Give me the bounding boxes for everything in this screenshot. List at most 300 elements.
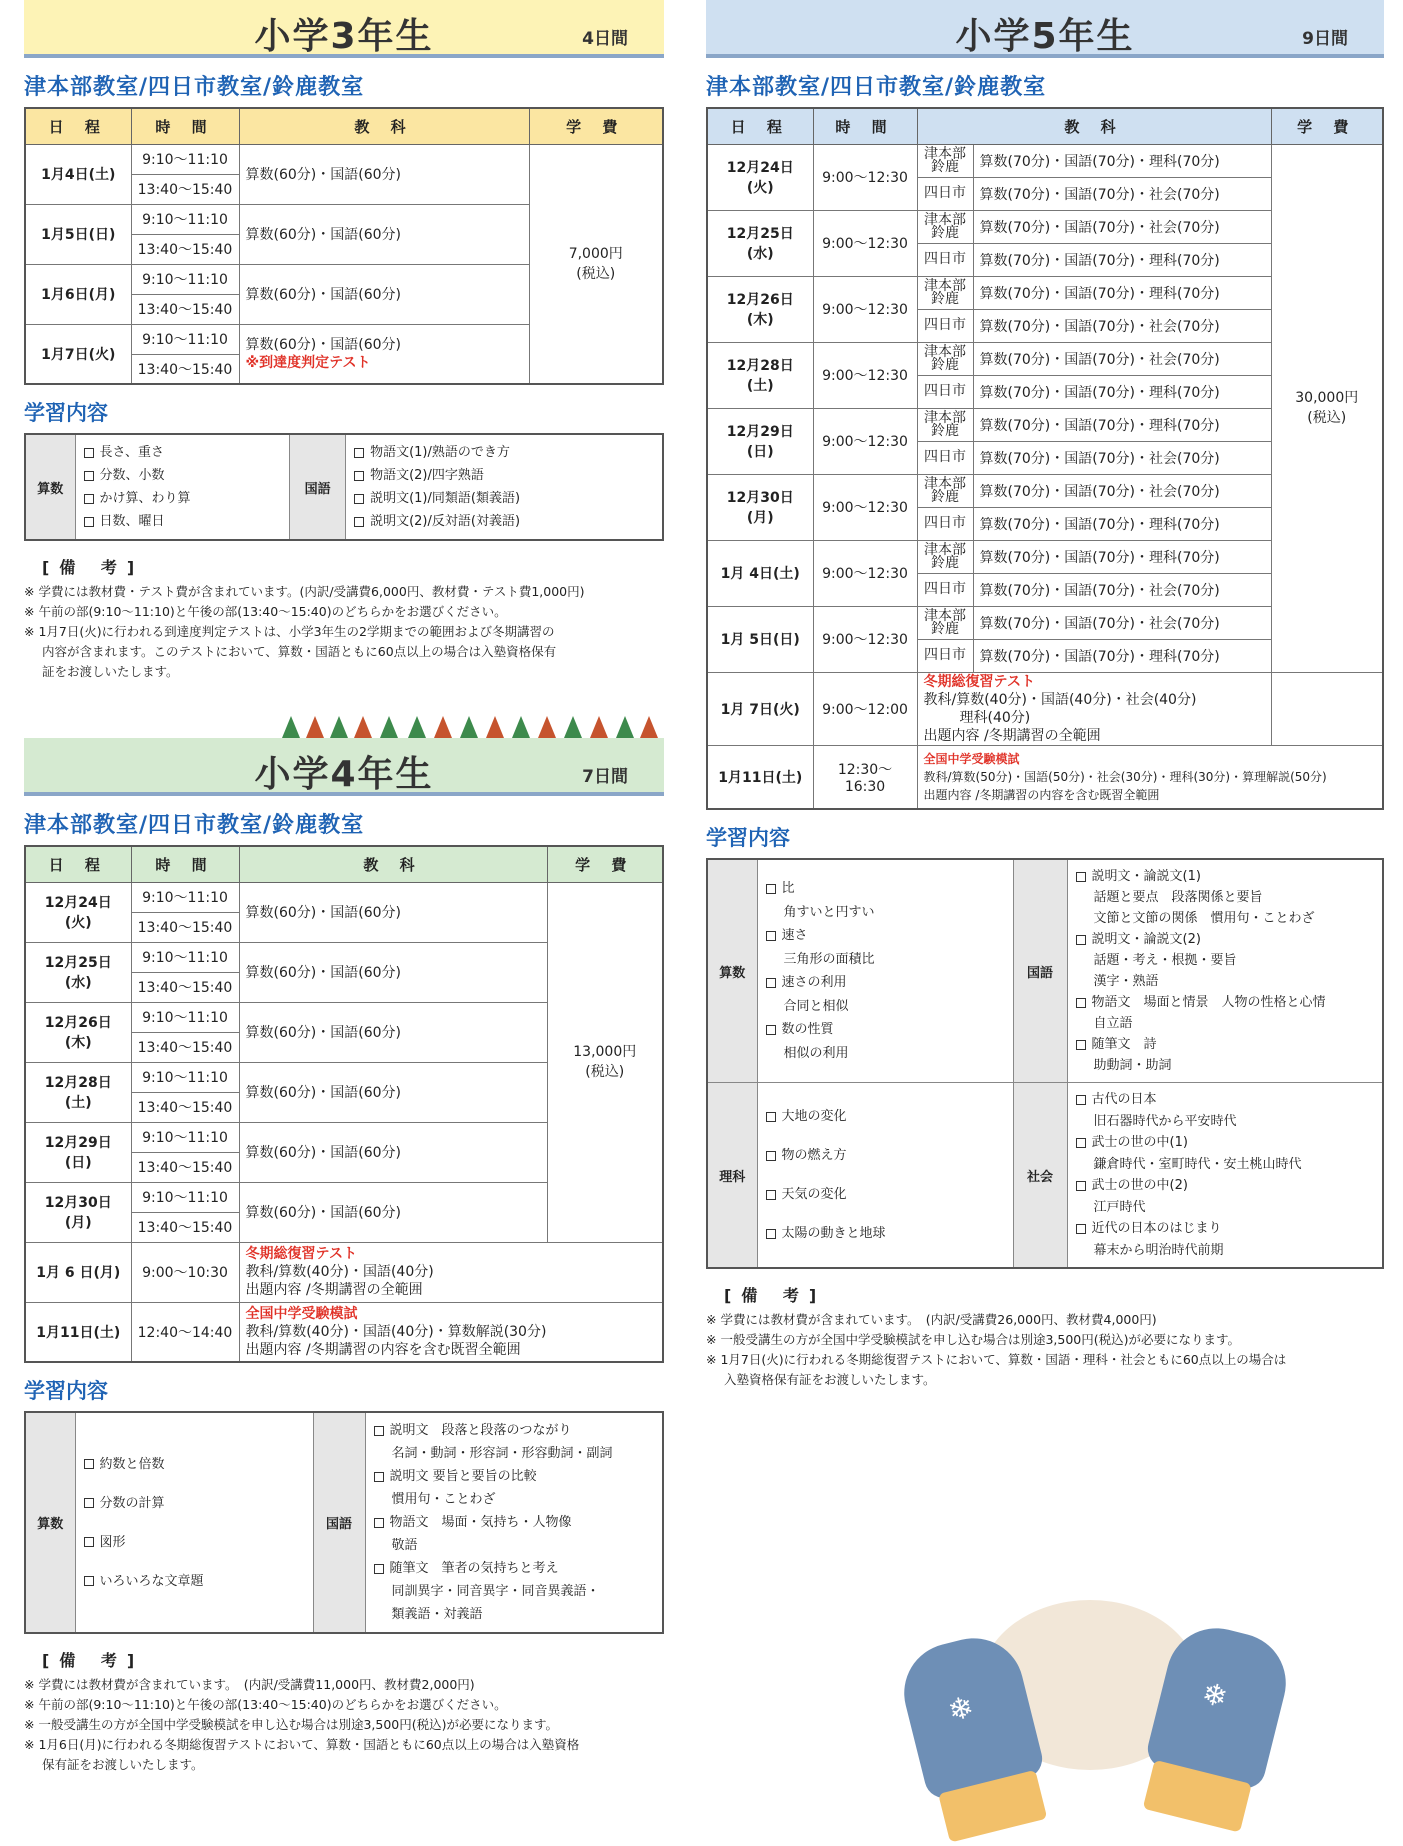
row-subject-a: 算数(70分)・国語(70分)・社会(70分): [973, 606, 1271, 639]
table-row: [25, 1302, 663, 1362]
row-date: 12月29日(日): [25, 1122, 131, 1182]
snowflake-icon: ❄: [1198, 1675, 1232, 1716]
row-subject: [239, 1302, 663, 1362]
grade3-content-title: 学習内容: [24, 401, 108, 425]
row-date: 12月26日(木): [25, 1002, 131, 1062]
subject-label-japanese: 国語: [313, 1412, 365, 1633]
row-subject: [917, 745, 1383, 809]
row-time-am: 9:10〜11:10: [131, 1182, 239, 1212]
subject-label-math: 算数: [707, 859, 757, 1083]
grade3-schedule-table: [24, 107, 664, 385]
row-time-am: 9:10〜11:10: [131, 882, 239, 912]
math-items: [757, 859, 1013, 1083]
grade4-schedule-table: [24, 845, 664, 1363]
row-time: 9:00〜12:30: [813, 408, 917, 474]
list-subitem: 合同と相似: [783, 998, 849, 1014]
row-subject: 算数(60分)・国語(60分): [239, 1182, 547, 1242]
checkbox-icon: [1076, 1181, 1086, 1191]
list-item: [374, 1511, 655, 1534]
row-time-pm: 13:40〜15:40: [131, 174, 239, 204]
row-time-am: 9:10〜11:10: [131, 264, 239, 294]
row-date: 12月29日(日): [707, 408, 813, 474]
checkbox-icon: [84, 1498, 94, 1508]
item-text: 日数、曜日: [99, 514, 165, 529]
grade5-classrooms: 津本部教室/四日市教室/鈴鹿教室: [706, 75, 1047, 100]
grade5-banner: [706, 0, 1384, 58]
list-subitem: 漢字・熟語: [1093, 974, 1159, 989]
item-text: 天気の変化: [781, 1187, 847, 1202]
row-date: 1月 6 日(月): [25, 1242, 131, 1302]
item-text: 説明文(2)/反対語(対義語): [370, 514, 521, 529]
row-date: 1月 4日(土): [707, 540, 813, 606]
list-item: [84, 464, 282, 487]
item-text: 大地の変化: [781, 1109, 847, 1124]
list-subitem: 慣用句・ことわざ: [391, 1492, 496, 1507]
tree-icon: [616, 716, 634, 738]
subject-label-japanese: 国語: [290, 434, 346, 540]
item-text: いろいろな文章題: [99, 1573, 204, 1589]
row-time: 9:00〜12:30: [813, 210, 917, 276]
row-location-a: 津本部 鈴鹿: [917, 606, 973, 639]
row-location-b: 四日市: [917, 573, 973, 606]
test-subjects: 教科/算数(40分)・国語(40分): [245, 1264, 434, 1280]
item-text: 比: [781, 881, 795, 896]
fee-tax: (税込): [585, 1064, 625, 1080]
list-item: [766, 877, 1005, 901]
grade4-title: 小学4年生: [254, 754, 434, 795]
test-title: 冬期総復習テスト: [923, 673, 1035, 690]
col-time-header: 時 間: [131, 846, 239, 882]
grade5-days: 9日間: [1302, 29, 1348, 49]
right-column: [706, 0, 1384, 1390]
list-item: [374, 1557, 655, 1580]
grade4-days: 7日間: [582, 767, 628, 787]
table-row: [25, 1412, 663, 1633]
row-time: 12:40〜14:40: [131, 1302, 239, 1362]
row-location-a: 津本部 鈴鹿: [917, 210, 973, 243]
math-items: [75, 434, 290, 540]
checkbox-icon: [374, 1564, 384, 1574]
checkbox-icon: [84, 494, 94, 504]
table-row: [707, 144, 1383, 177]
row-subject: 算数(60分)・国語(60分): [239, 942, 547, 1002]
row-location-a: 津本部 鈴鹿: [917, 342, 973, 375]
table-row: [25, 434, 663, 540]
left-column: [24, 0, 664, 1775]
item-text: 随筆文 筆者の気持ちと考え: [389, 1561, 559, 1576]
list-item: [84, 1445, 305, 1484]
row-date: 1月5日(日): [25, 204, 131, 264]
checkbox-icon: [84, 471, 94, 481]
item-text: 物語文(1)/熟語のでき方: [370, 445, 510, 460]
list-item: [84, 441, 282, 464]
checkbox-icon: [1076, 1138, 1086, 1148]
item-text: 物語文 場面と情景 人物の性格と心情: [1091, 995, 1326, 1010]
row-time-pm: 13:40〜15:40: [131, 972, 239, 1002]
list-subitem: 話題・考え・根拠・要旨: [1093, 953, 1237, 968]
checkbox-icon: [766, 1025, 776, 1035]
test-note: ※到達度判定テスト: [245, 354, 371, 371]
item-text: 約数と倍数: [99, 1456, 165, 1472]
row-location-b: 四日市: [917, 375, 973, 408]
tree-icon: [434, 716, 452, 738]
item-text: 速さ: [781, 928, 808, 943]
list-subitem: 名詞・動詞・形容詞・形容動詞・副詞: [391, 1446, 613, 1461]
checkbox-icon: [1076, 872, 1086, 882]
item-text: 武士の世の中(2): [1091, 1178, 1188, 1193]
col-subject-header: 教 科: [239, 108, 529, 144]
grade4-classrooms: 津本部教室/四日市教室/鈴鹿教室: [24, 813, 365, 838]
subject-label-social: 社会: [1013, 1083, 1067, 1269]
tree-icon: [408, 716, 426, 738]
grade5-title: 小学5年生: [955, 16, 1135, 57]
checkbox-icon: [1076, 935, 1086, 945]
tree-icon: [282, 716, 300, 738]
list-subitem: 自立語: [1093, 1016, 1133, 1031]
item-text: 随筆文 詩: [1091, 1037, 1157, 1052]
row-time-am: 9:10〜11:10: [131, 1062, 239, 1092]
item-text: 説明文 段落と段落のつながり: [389, 1423, 572, 1438]
col-subject-header: 教 科: [917, 108, 1271, 144]
list-subitem: 類義語・対義語: [391, 1607, 483, 1622]
fee-amount: 13,000円: [573, 1044, 637, 1060]
list-item: [1076, 1034, 1375, 1055]
item-text: 古代の日本: [1091, 1092, 1157, 1107]
grade5-fee: [1271, 144, 1383, 672]
row-subject: 算数(60分)・国語(60分): [239, 204, 529, 264]
test-subjects: 教科/算数(40分)・国語(40分)・算数解説(30分): [245, 1323, 547, 1340]
grade4-banner: [24, 738, 664, 796]
grade3-notes: [24, 582, 664, 682]
item-text: 武士の世の中(1): [1091, 1135, 1188, 1150]
checkbox-icon: [766, 931, 776, 941]
row-time: 12:30〜16:30: [813, 745, 917, 809]
item-text: 分数、小数: [99, 468, 165, 483]
checkbox-icon: [766, 1151, 776, 1161]
list-item: [1076, 1175, 1375, 1197]
table-row: [25, 144, 663, 174]
item-text: 物語文 場面・気持ち・人物像: [389, 1515, 572, 1530]
list-subitem: 幕末から明治時代前期: [1093, 1242, 1224, 1258]
list-item: [1076, 992, 1375, 1013]
row-time-pm: 13:40〜15:40: [131, 354, 239, 384]
mitten-cuff: [938, 1770, 1047, 1843]
row-date: 1月7日(火): [25, 324, 131, 384]
list-item: [1076, 1089, 1375, 1111]
note-line: ※ 1月6日(月)に行われる冬期総復習テストにおいて、算数・国語ともに60点以上の場合は入塾資格: [24, 1737, 580, 1752]
grade5-notes: [706, 1310, 1384, 1390]
list-subitem: 相似の利用: [783, 1045, 849, 1061]
row-subject: [239, 1242, 663, 1302]
row-location-b: 四日市: [917, 243, 973, 276]
note-line: 入塾資格保有証をお渡しいたします。: [724, 1372, 936, 1387]
checkbox-icon: [766, 1112, 776, 1122]
row-subject-a: 算数(70分)・国語(70分)・理科(70分): [973, 408, 1271, 441]
row-date: 12月25日(水): [25, 942, 131, 1002]
list-item: [1076, 866, 1375, 887]
list-item: [374, 1419, 655, 1442]
col-date-header: 日 程: [25, 846, 131, 882]
checkbox-icon: [1076, 1095, 1086, 1105]
checkbox-icon: [766, 978, 776, 988]
subject-text: 算数(60分)・国語(60分): [245, 336, 401, 353]
checkbox-icon: [84, 1537, 94, 1547]
row-subject-b: 算数(70分)・国語(70分)・社会(70分): [973, 177, 1271, 210]
item-text: かけ算、わり算: [99, 491, 191, 506]
row-time-pm: 13:40〜15:40: [131, 912, 239, 942]
row-subject-a: 算数(70分)・国語(70分)・理科(70分): [973, 540, 1271, 573]
grade3-classrooms: 津本部教室/四日市教室/鈴鹿教室: [24, 75, 365, 100]
grade5-content-table: [706, 858, 1384, 1269]
japanese-items: [365, 1412, 663, 1633]
row-time: 9:00〜12:30: [813, 144, 917, 210]
tree-icon: [380, 716, 398, 738]
test-title: 冬期総復習テスト: [245, 1246, 357, 1262]
checkbox-icon: [84, 517, 94, 527]
fee-tax: (税込): [1307, 410, 1347, 426]
test-title: 全国中学受験模試: [923, 751, 1020, 766]
row-time: 9:00〜10:30: [131, 1242, 239, 1302]
item-text: 図形: [99, 1534, 126, 1550]
row-date: 12月26日(木): [707, 276, 813, 342]
list-item: [1076, 1132, 1375, 1154]
note-line: ※ 一般受講生の方が全国中学受験模試を申し込む場合は別途3,500円(税込)が必要になります。: [706, 1332, 1240, 1347]
note-line: ※ 一般受講生の方が全国中学受験模試を申し込む場合は別途3,500円(税込)が必要になります。: [24, 1717, 558, 1732]
row-date: 12月25日(水): [707, 210, 813, 276]
grade4-fee: [547, 882, 663, 1242]
note-line: ※ 1月7日(火)に行われる到達度判定テストは、小学3年生の2学期までの範囲および冬期講習の: [24, 624, 555, 639]
row-location-a: 津本部 鈴鹿: [917, 540, 973, 573]
japanese-items: [346, 434, 663, 540]
row-time-am: 9:10〜11:10: [131, 1002, 239, 1032]
list-subitem: 助動詞・助詞: [1093, 1058, 1172, 1073]
empty-cell: [1271, 672, 1383, 745]
item-text: 長さ、重さ: [99, 445, 164, 460]
item-text: 説明文・論説文(2): [1091, 932, 1201, 947]
row-time-am: 9:10〜11:10: [131, 324, 239, 354]
note-line: 証をお渡しいたします。: [42, 664, 179, 679]
col-fee-header: 学 費: [1271, 108, 1383, 144]
list-item: [84, 1562, 305, 1601]
list-item: [766, 1097, 1005, 1136]
row-time: 9:00〜12:00: [813, 672, 917, 745]
tree-icon: [486, 716, 504, 738]
row-time-pm: 13:40〜15:40: [131, 1092, 239, 1122]
row-date: 12月28日(土): [707, 342, 813, 408]
fee-tax: (税込): [576, 265, 616, 282]
grade3-fee: [529, 144, 663, 384]
table-row: [707, 745, 1383, 809]
row-subject: [239, 324, 529, 384]
checkbox-icon: [766, 1190, 776, 1200]
row-date: 1月6日(月): [25, 264, 131, 324]
checkbox-icon: [766, 884, 776, 894]
list-subitem: 鎌倉時代・室町時代・安土桃山時代: [1093, 1156, 1302, 1172]
grade3-notes-title: [備 考]: [42, 558, 145, 577]
checkbox-icon: [1076, 1224, 1086, 1234]
grade5-notes-title: [備 考]: [724, 1286, 827, 1305]
list-subitem: 江戸時代: [1093, 1199, 1146, 1215]
test-scope: 出題内容 /冬期講習の全範囲: [245, 1282, 423, 1298]
row-subject-b: 算数(70分)・国語(70分)・社会(70分): [973, 441, 1271, 474]
tree-icon: [330, 716, 348, 738]
row-date: 1月 7日(火): [707, 672, 813, 745]
row-time: 9:00〜12:30: [813, 540, 917, 606]
checkbox-icon: [374, 1518, 384, 1528]
note-line: ※ 午前の部(9:10〜11:10)と午後の部(13:40〜15:40)のどちらかをお選びください。: [24, 1697, 507, 1712]
note-line: ※ 学費には教材費が含まれています。 (内訳/受講費26,000円、教材費4,000円): [706, 1312, 1157, 1327]
row-subject: [917, 672, 1271, 745]
checkbox-icon: [374, 1472, 384, 1482]
list-item: [84, 1484, 305, 1523]
list-item: [354, 487, 654, 510]
item-text: 説明文 要旨と要旨の比較: [389, 1469, 537, 1484]
row-subject-b: 算数(70分)・国語(70分)・理科(70分): [973, 243, 1271, 276]
table-row: [707, 672, 1383, 745]
subject-label-japanese: 国語: [1013, 859, 1067, 1083]
row-time: 9:00〜12:30: [813, 276, 917, 342]
item-text: 太陽の動きと地球: [781, 1226, 886, 1241]
list-item: [766, 1136, 1005, 1175]
row-date: 1月4日(土): [25, 144, 131, 204]
row-subject: 算数(60分)・国語(60分): [239, 144, 529, 204]
list-subitem: 敬語: [391, 1538, 418, 1553]
list-item: [1076, 1218, 1375, 1240]
list-subitem: 話題と要点 段落関係と要旨: [1093, 890, 1263, 905]
table-row: [707, 1083, 1383, 1269]
row-time-pm: 13:40〜15:40: [131, 294, 239, 324]
row-time: 9:00〜12:30: [813, 342, 917, 408]
note-line: ※ 学費には教材費・テスト費が含まれています。(内訳/受講費6,000円、教材費・テスト費1,000円): [24, 584, 585, 599]
list-subitem: 三角形の面積比: [783, 951, 875, 967]
col-time-header: 時 間: [813, 108, 917, 144]
row-location-a: 津本部 鈴鹿: [917, 474, 973, 507]
checkbox-icon: [766, 1229, 776, 1239]
item-text: 数の性質: [781, 1022, 834, 1037]
row-subject: 算数(60分)・国語(60分): [239, 882, 547, 942]
checkbox-icon: [374, 1426, 384, 1436]
item-text: 分数の計算: [99, 1495, 165, 1511]
math-items: [75, 1412, 313, 1633]
item-text: 速さの利用: [781, 975, 847, 990]
grade3-days: 4日間: [582, 29, 628, 49]
subject-label-math: 算数: [25, 1412, 75, 1633]
row-location-b: 四日市: [917, 177, 973, 210]
item-text: 説明文(1)/同類語(類義語): [370, 491, 521, 506]
row-date: 12月30日(月): [707, 474, 813, 540]
col-time-header: 時 間: [131, 108, 239, 144]
list-item: [766, 1175, 1005, 1214]
checkbox-icon: [1076, 1040, 1086, 1050]
table-header-row: [25, 108, 663, 144]
row-date: 1月11日(土): [25, 1302, 131, 1362]
row-location-b: 四日市: [917, 639, 973, 672]
row-subject-a: 算数(70分)・国語(70分)・理科(70分): [973, 144, 1271, 177]
list-item: [354, 510, 654, 533]
row-location-a: 津本部 鈴鹿: [917, 408, 973, 441]
row-time-am: 9:10〜11:10: [131, 1122, 239, 1152]
mitten-cuff: [1143, 1760, 1252, 1833]
tree-decoration: [24, 708, 664, 738]
row-subject: 算数(60分)・国語(60分): [239, 1122, 547, 1182]
table-row: [25, 882, 663, 912]
row-subject-a: 算数(70分)・国語(70分)・社会(70分): [973, 210, 1271, 243]
list-item: [766, 1214, 1005, 1253]
item-text: 物の燃え方: [781, 1148, 847, 1163]
grade4-content-title: 学習内容: [24, 1379, 108, 1403]
list-item: [84, 487, 282, 510]
note-line: ※ 学費には教材費が含まれています。 (内訳/受講費11,000円、教材費2,000円): [24, 1677, 475, 1692]
row-date: 12月28日(土): [25, 1062, 131, 1122]
tree-icon: [590, 716, 608, 738]
table-row: [25, 1242, 663, 1302]
social-items: [1067, 1083, 1383, 1269]
test-scope: 出題内容 /冬期講習の内容を含む既習全範囲: [923, 787, 1160, 802]
col-fee-header: 学 費: [529, 108, 663, 144]
checkbox-icon: [354, 448, 364, 458]
list-item: [766, 924, 1005, 948]
tree-icon: [460, 716, 478, 738]
row-time: 9:00〜12:30: [813, 474, 917, 540]
row-subject: 算数(60分)・国語(60分): [239, 1062, 547, 1122]
checkbox-icon: [354, 494, 364, 504]
checkbox-icon: [84, 1576, 94, 1586]
tree-icon: [538, 716, 556, 738]
mitten-illustration: [870, 1580, 1310, 1840]
list-subitem: 旧石器時代から平安時代: [1093, 1113, 1237, 1129]
row-subject-b: 算数(70分)・国語(70分)・理科(70分): [973, 375, 1271, 408]
item-text: 説明文・論説文(1): [1091, 869, 1201, 884]
science-items: [757, 1083, 1013, 1269]
row-date: 12月30日(月): [25, 1182, 131, 1242]
row-subject: 算数(60分)・国語(60分): [239, 1002, 547, 1062]
col-date-header: 日 程: [25, 108, 131, 144]
row-time-am: 9:10〜11:10: [131, 144, 239, 174]
tree-icon: [564, 716, 582, 738]
checkbox-icon: [354, 517, 364, 527]
row-location-b: 四日市: [917, 507, 973, 540]
list-item: [84, 510, 282, 533]
list-subitem: 角すいと円すい: [783, 904, 875, 920]
grade5-content-title: 学習内容: [706, 826, 790, 850]
list-item: [766, 971, 1005, 995]
list-item: [84, 1523, 305, 1562]
test-title: 全国中学受験模試: [245, 1305, 358, 1322]
row-subject-a: 算数(70分)・国語(70分)・社会(70分): [973, 342, 1271, 375]
table-row: [707, 859, 1383, 1083]
list-subitem: 文節と文節の関係 慣用句・ことわざ: [1093, 911, 1315, 926]
tree-icon: [306, 716, 324, 738]
grade3-content-table: [24, 433, 664, 541]
list-subitem: 同訓異字・同音異字・同音異義語・: [391, 1584, 600, 1599]
row-time-pm: 13:40〜15:40: [131, 1212, 239, 1242]
row-subject-b: 算数(70分)・国語(70分)・社会(70分): [973, 309, 1271, 342]
row-location-a: 津本部 鈴鹿: [917, 276, 973, 309]
item-text: 近代の日本のはじまり: [1091, 1221, 1222, 1236]
tree-icon: [354, 716, 372, 738]
row-time: 9:00〜12:30: [813, 606, 917, 672]
note-line: ※ 1月7日(火)に行われる冬期総復習テストにおいて、算数・国語・理科・社会ともに60点以上の場合は: [706, 1352, 1287, 1367]
checkbox-icon: [84, 448, 94, 458]
row-time-pm: 13:40〜15:40: [131, 1152, 239, 1182]
table-header-row: [25, 846, 663, 882]
test-scope: 出題内容 /冬期講習の全範囲: [923, 727, 1101, 744]
list-item: [354, 464, 654, 487]
test-scope: 出題内容 /冬期講習の内容を含む既習全範囲: [245, 1341, 521, 1358]
row-date: 12月24日(火): [707, 144, 813, 210]
list-item: [354, 441, 654, 464]
row-subject-b: 算数(70分)・国語(70分)・社会(70分): [973, 573, 1271, 606]
